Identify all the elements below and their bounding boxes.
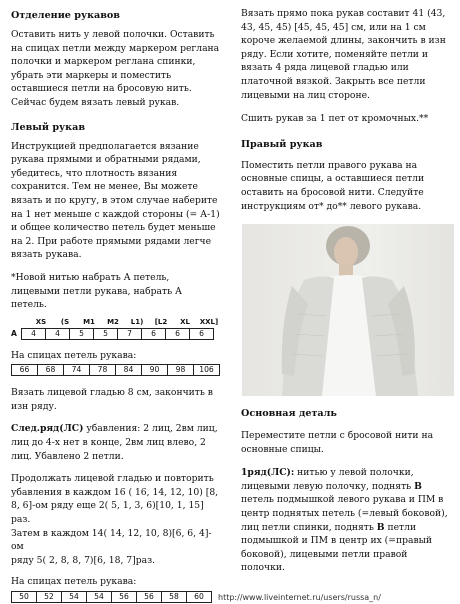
text-line: на 2. При работе прямыми рядами легче <box>11 235 212 247</box>
table-cell: 7 <box>118 328 142 339</box>
text-span: лицевыми левую полочку, поднять <box>241 480 415 492</box>
size-label: XL <box>180 317 190 326</box>
table-cell: 106 <box>194 365 220 376</box>
para-right-sleeve <box>241 159 453 213</box>
right-column-lower <box>241 407 453 575</box>
table-cell: 66 <box>12 365 38 376</box>
table-cell: 6 <box>190 328 214 339</box>
text-line: петель. <box>11 299 47 311</box>
text-line: вязать 4 ряда лицевой гладью или <box>241 62 409 74</box>
text-span: убавления: 2 лиц, 2вм лиц, <box>83 423 218 435</box>
heading-left-sleeve: Левый рукав <box>11 121 85 133</box>
size-header-row <box>29 318 223 327</box>
text-line: подмышкой и ПМ в центр их (=правый <box>241 535 433 547</box>
text-line: платочной вязкой. Закрыть все петли <box>241 75 426 87</box>
text-span: петли <box>384 521 417 533</box>
cardigan-illustration <box>242 224 454 396</box>
size-label: (S <box>60 317 70 326</box>
text-line: Сейчас будем вязать левый рукав. <box>11 96 180 108</box>
para-move-stitches <box>241 429 453 456</box>
text-line: Вязать прямо пока рукав составит 41 (43, <box>241 8 446 19</box>
para-row-1 <box>241 466 453 575</box>
text-sew-sleeve: Сшить рукав за 1 пет от кромочных.** <box>241 113 429 125</box>
text-line: *Новой нитью набрать А петель, <box>11 271 170 283</box>
text-line: и общее количество петель будет меньше <box>11 222 216 234</box>
text-line: Вязать лицевой гладью 8 см, закончить в <box>11 387 213 399</box>
para-decrease-row <box>11 422 223 463</box>
text-line: оставшиеся петли на бросовую нить. <box>11 83 192 95</box>
size-label: [L2 <box>154 317 168 326</box>
right-column <box>241 0 453 213</box>
text-line: оставить на бросовой нити. Следуйте <box>241 186 424 198</box>
table-cell: 56 <box>112 592 137 603</box>
text-line: ряду 5( 2, 8, 8, 7)[6, 18, 7]раз. <box>11 554 156 566</box>
text-line: убедитесь, что плотность вязания <box>11 167 178 179</box>
text-line: на спицах петли между маркером реглана <box>11 42 220 54</box>
table-cell: 90 <box>142 365 168 376</box>
text-line <box>11 422 223 436</box>
text-line <box>241 521 453 535</box>
text-line: 8, 6]-ом ряду еще 2( 5, 1, 3, 6)[10, 1, 15] раз. <box>11 500 204 526</box>
para-left-sleeve-intro <box>11 140 223 262</box>
text-line: Затем в каждом 14( 14, 12, 10, 8)[6, 6, 4]-ом <box>11 527 212 553</box>
text-line: 43, 45, 45) [45, 45, 45] см, или на 1 см <box>241 21 426 33</box>
table-a <box>21 328 214 340</box>
table-cell: 84 <box>116 365 142 376</box>
text-line: вязать рукава. <box>11 249 82 261</box>
text-sleeve-stitches-2: На спицах петель рукава: <box>11 576 137 588</box>
left-column <box>11 0 223 603</box>
bold-label: В <box>376 521 385 533</box>
table-cell: 50 <box>12 592 37 603</box>
text-line: рукава прямыми и обратными рядами, <box>11 154 201 166</box>
bold-label: След.ряд(ЛС) <box>11 423 84 435</box>
table-cell: 60 <box>187 592 212 603</box>
size-label: XS <box>35 317 47 326</box>
para-separation <box>11 28 223 110</box>
table-cell: 78 <box>90 365 116 376</box>
table-cell: 4 <box>46 328 70 339</box>
heading-sleeve-separation: Отделение рукавов <box>11 10 120 21</box>
para-cast-on <box>11 271 223 312</box>
text-line: Продолжать лицевой гладью и повторить <box>11 473 214 485</box>
heading-main-part: Основная деталь <box>241 408 337 419</box>
text-line: инструкциям от* до** левого рукава. <box>241 200 422 212</box>
cardigan-photo <box>242 224 454 396</box>
text-line: вязать и по кругу, в этом случае наберите <box>11 194 218 206</box>
table-cell: 52 <box>37 592 62 603</box>
text-line: основные спицы, а оставшиеся петли <box>241 173 425 185</box>
text-line: центр поднятых петель (=левый боковой), <box>241 507 448 519</box>
text-line: боковой), лицевыми петли правой <box>241 548 408 560</box>
text-line: Оставить нить у левой полочки. Оставить <box>11 29 215 40</box>
size-label: L1) <box>130 317 144 326</box>
table-b <box>11 364 220 376</box>
heading-right-sleeve: Правый рукав <box>241 138 323 150</box>
text-line <box>241 480 453 494</box>
table-c <box>11 591 212 603</box>
table-cell: 58 <box>162 592 187 603</box>
face-shape <box>334 237 358 267</box>
table-cell: 5 <box>94 328 118 339</box>
text-line: полочки и маркером реглана спинки, <box>11 56 196 68</box>
table-cell: 5 <box>70 328 94 339</box>
text-line: изн ряду. <box>11 400 57 412</box>
table-cell: 6 <box>166 328 190 339</box>
text-line: Инструкцией предполагается вязание <box>11 140 199 152</box>
bold-label: В <box>414 480 422 492</box>
text-line: лицевыми на лиц стороне. <box>241 89 370 101</box>
text-line: ряду. Если хотите, поменяйте петли и <box>241 48 428 60</box>
table-cell: 74 <box>64 365 90 376</box>
text-line: основные спицы. <box>241 443 324 455</box>
text-line: лицевыми петли рукава, набрать А <box>11 285 182 297</box>
text-span: нитью у левой полочки, <box>294 467 414 479</box>
text-line <box>241 466 453 480</box>
text-line: на 1 нет меньше с каждой стороны (= А-1) <box>11 208 220 220</box>
text-line: лиц до 4-х нет в конце, 2вм лиц влево, 2 <box>11 437 206 449</box>
table-a-row <box>11 328 223 340</box>
size-label: XXL] <box>199 317 219 326</box>
table-cell: 98 <box>168 365 194 376</box>
size-label: M1 <box>83 317 95 326</box>
text-line: Поместить петли правого рукава на <box>241 159 418 171</box>
para-knit-straight <box>241 7 453 102</box>
text-line: короче желаемой длины, закончить в изн <box>241 35 446 47</box>
table-cell: 4 <box>22 328 46 339</box>
source-url: http://www.liveinternet.ru/users/russa_n/ <box>218 593 381 602</box>
text-span: лиц петли спинки, поднять <box>241 521 377 533</box>
text-line: петель подмышкой левого рукава и ПМ в <box>241 494 444 506</box>
table-cell: 54 <box>87 592 112 603</box>
table-cell: 54 <box>62 592 87 603</box>
text-line: Переместите петли с бросовой нити на <box>241 430 434 441</box>
table-cell: 6 <box>142 328 166 339</box>
text-line: убавления в каждом 16 ( 16, 14, 12, 10) [8, <box>11 486 219 498</box>
para-stockinette <box>11 386 223 413</box>
neck-shape <box>339 264 353 276</box>
size-label: M2 <box>107 317 119 326</box>
table-cell: 56 <box>137 592 162 603</box>
table-a-label: A <box>11 329 17 339</box>
text-line: сохранится. Тем не менее, Вы можете <box>11 181 198 193</box>
para-repeat-decreases <box>11 472 223 567</box>
text-line: убрать эти маркеры и поместить <box>11 69 172 81</box>
text-sleeve-stitches: На спицах петель рукава: <box>11 349 137 361</box>
table-cell: 68 <box>38 365 64 376</box>
text-line: лиц. Убавлено 2 петли. <box>11 450 124 462</box>
text-line: полочки. <box>241 562 285 574</box>
bold-label: 1ряд(ЛС): <box>241 467 295 479</box>
